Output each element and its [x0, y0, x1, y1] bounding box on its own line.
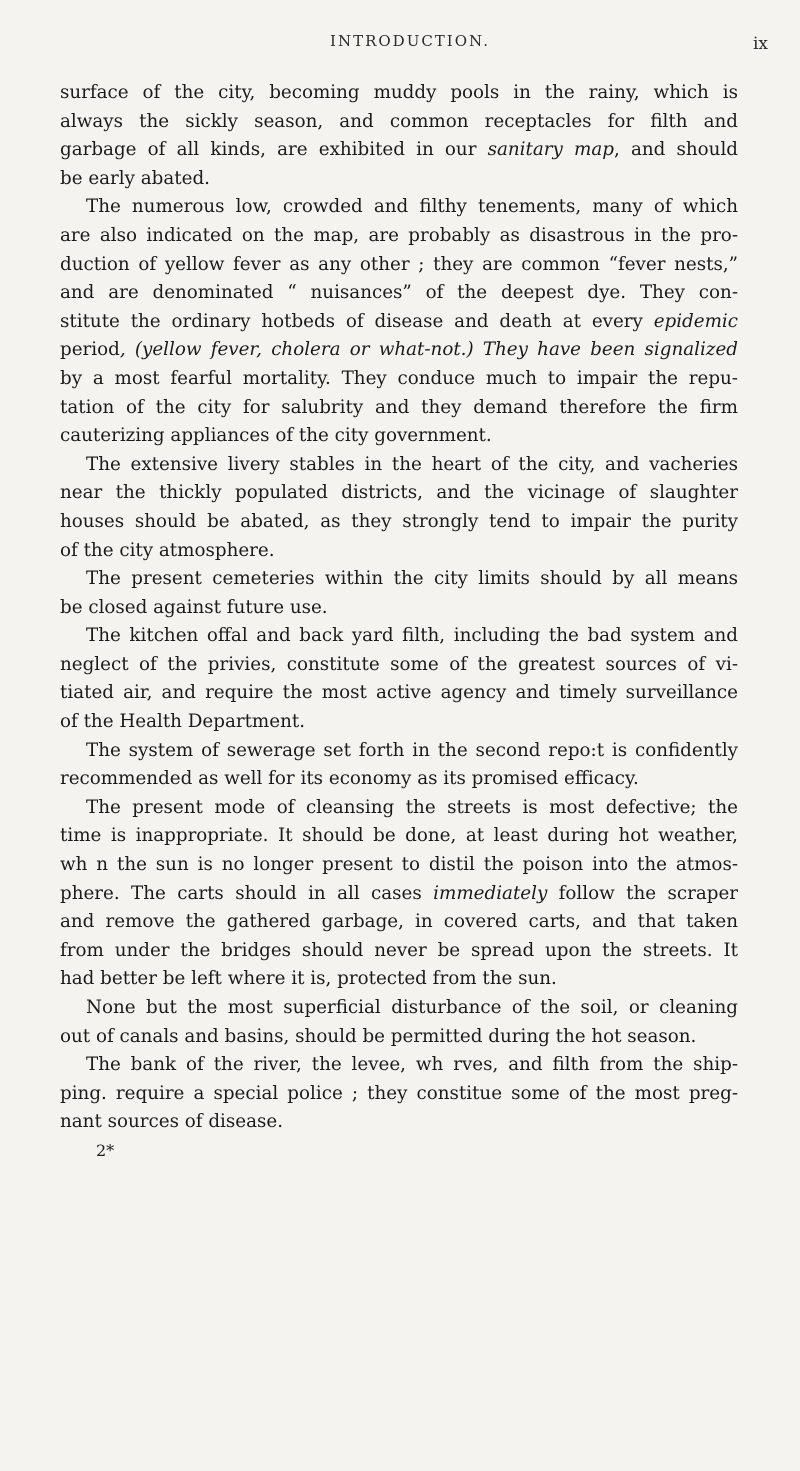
text-line: and remove the gathered garbage, in covered carts, and that taken: [60, 911, 738, 933]
text-line: of the city atmosphere.: [60, 539, 275, 561]
text-line: had better be left where it is, protected from the sun.: [60, 968, 557, 990]
signature-mark: 2*: [96, 1140, 115, 1160]
page-header-title: INTRODUCTION.: [330, 32, 490, 50]
text-line: time is inappropriate. It should be done, at least during hot weather,: [60, 825, 738, 847]
paragraph: [60, 794, 738, 994]
text-line: are also indicated on the map, are probably as disastrous in the pro-: [60, 224, 738, 246]
text-line: None but the most superficial disturbance of the soil, or cleaning: [86, 997, 738, 1018]
text-line: from under the bridges should never be spread upon the streets. It: [60, 939, 738, 961]
body-text: [60, 79, 738, 1166]
text-line: wh n the sun is no longer present to distil the poison into the atmos-: [60, 854, 738, 876]
paragraph: [60, 622, 738, 736]
paragraph: [60, 79, 738, 193]
page-number: ix: [752, 34, 768, 54]
text-line: phere. The carts should in all cases immediately follow the scraper: [60, 882, 739, 904]
text-line: stitute the ordinary hotbeds of disease and death at every epidemic: [60, 310, 738, 332]
paragraph: [60, 994, 738, 1051]
text-line: and are denominated “ nuisances” of the deepest dye. They con-: [60, 282, 738, 304]
text-line: tiated air, and require the most active agency and timely surveillance: [60, 682, 738, 704]
paragraph: [60, 565, 738, 622]
text-line: cauterizing appliances of the city government.: [60, 425, 492, 447]
text-line: The bank of the river, the levee, wh rves, and filth from the ship-: [86, 1054, 738, 1076]
text-line: period, (yellow fever, cholera or what-not.) They have been signalized: [60, 339, 738, 361]
text-line: ping. require a special police ; they constitue some of the most preg-: [60, 1082, 738, 1104]
text-line: always the sickly season, and common receptacles for filth and: [60, 110, 738, 132]
text-line: out of canals and basins, should be permitted during the hot season.: [60, 1025, 697, 1047]
text-line: neglect of the privies, constitute some of the greatest sources of vi-: [60, 653, 738, 675]
running-header: [60, 32, 768, 60]
text-line: The extensive livery stables in the heart of the city, and vacheries: [86, 453, 738, 475]
text-line: duction of yellow fever as any other ; they are common “fever nests,”: [60, 253, 738, 275]
paragraph: [60, 193, 738, 450]
text-line: by a most fearful mortality. They conduce much to impair the repu-: [60, 367, 738, 389]
text-line: be closed against future use.: [60, 596, 328, 618]
text-line: surface of the city, becoming muddy pools in the rainy, which is: [60, 82, 738, 103]
paragraph: [60, 451, 738, 565]
text-line: The present mode of cleansing the streets is most defective; the: [86, 796, 738, 818]
text-line: near the thickly populated districts, and the vicinage of slaughter: [60, 482, 738, 504]
text-line: The kitchen offal and back yard filth, including the bad system and: [86, 625, 738, 647]
text-line: The numerous low, crowded and filthy tenements, many of which: [86, 196, 738, 218]
paragraph: [60, 737, 738, 794]
text-line: garbage of all kinds, are exhibited in our sanitary map, and should: [60, 139, 738, 161]
text-line: The system of sewerage set forth in the second repo:t is confidently: [86, 739, 738, 761]
italic-emphasis: immediately: [433, 882, 548, 904]
paragraph: [60, 1051, 738, 1137]
text-line: recommended as well for its economy as its promised efficacy.: [60, 768, 639, 790]
italic-emphasis: sanitary map: [487, 139, 614, 161]
text-line: houses should be abated, as they strongly tend to impair the purity: [60, 510, 738, 532]
italic-emphasis: , (yellow fever, cholera or what-not.) They have been signalized: [119, 339, 738, 361]
text-line: nant sources of disease.: [60, 1111, 283, 1133]
text-line: The present cemeteries within the city limits should by all means: [86, 568, 738, 590]
text-line: tation of the city for salubrity and they demand therefore the firm: [60, 396, 738, 418]
italic-emphasis: epidemic: [653, 310, 738, 332]
text-line: be early abated.: [60, 167, 210, 189]
text-line: of the Health Department.: [60, 711, 306, 733]
